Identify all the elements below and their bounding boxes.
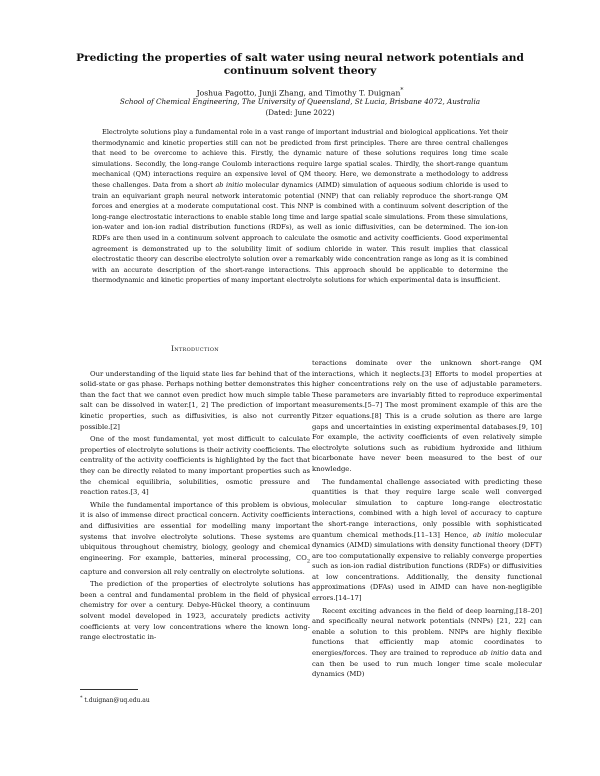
intro-paragraph-6 (312, 477, 542, 604)
intro-paragraph-7-text-b: data and can then be used to run much longer time scale molecular dynamics (MD) (312, 649, 542, 679)
intro-paragraph-7-text-a: Recent exciting advances in the field of deep learning,[18–20] and specifically neural network potentials (NNPs) [21, 22] can enable a solution to this problem. NNPs are highly flexible functions that efficiently map atomic coordinates to energies/forces. They are trained to reproduce (312, 606, 542, 658)
intro-paragraph-2: One of the most fundamental, yet most difficult to calculate properties of electrolyte solutions is their activity coefficients. The centrality of the activity coefficients is highlighted by the fact that they can be directly related to many important properties such as the chemical equilibria, solubilities, osmotic pressure and reaction rates.[3, 4] (80, 435, 310, 497)
left-column (80, 344, 310, 643)
date-line: (Dated: June 2022) (265, 108, 335, 117)
footnote-divider (80, 689, 138, 690)
intro-paragraph-4: The prediction of the properties of electrolyte solutions has been a central and fundamental problem in the field of physical chemistry for over a century. Debye-Hückel theory, a continuum solvent model developed in 1923, accurately predicts activity coefficients at very low concentrations where the known long-range electrostatic in- (80, 580, 310, 642)
intro-paragraph-3-end: capture and conversion all rely centrally on electrolyte solutions. (80, 567, 305, 576)
intro-paragraph-6-emphasis: ab initio (472, 530, 504, 539)
footnote (80, 694, 150, 705)
intro-paragraph-7-emphasis: ab initio (479, 649, 509, 658)
intro-paragraph-3-text: While the fundamental importance of this problem is obvious, it is also of immense direct practical concern. Activity coefficients and diffusivities are essential for modelling many important systems that involve electrolyte solutions. These systems are ubiquitous throughout chemistry, biology, geology and chemical engineering. For example, batteries, mineral processing, CO (80, 500, 310, 562)
intro-paragraph-3 (80, 500, 310, 578)
author-names: Joshua Pagotto, Junji Zhang, and Timothy T. Duignan (196, 88, 401, 98)
abstract-emphasis: ab initio (215, 180, 244, 189)
intro-paragraph-6-text-a: The fundamental challenge associated with predicting these quantities is that they require large scale well converged molecular simulation to capture long-range electrostatic interactions, combined with a high level of accuracy to capture the short-range interactions, only possible with sophisticated quantum chemical methods.[11–13] Hence, (312, 477, 542, 539)
intro-paragraph-6-text-b: molecular dynamics (AIMD) simulations with density functional theory (DFT) are too computationally expensive to reliably converge properties such as ion-ion radial distribution functions (RDFs) or diffusivities at low concentrations. Additionally, the density functional approximations (DFAs) used in AIMD can have non-negligible errors.[14–17] (312, 530, 542, 603)
intro-paragraph-7 (312, 606, 542, 680)
abstract (92, 127, 508, 286)
section-heading-introduction: Introduction (171, 344, 219, 353)
intro-paragraph-1: Our understanding of the liquid state lies far behind that of the solid-state or gas phase. Perhaps nothing better demonstrates this than the fact that we cannot even predict how much simple table salt can be dissolved in water.[1, 2] The prediction of important kinetic properties, such as diffusivities, is also not currently possible.[2] (80, 369, 310, 431)
footnote-email[interactable]: t.duignan@uq.edu.au (82, 697, 150, 704)
intro-paragraph-5: teractions dominate over the unknown short-range QM interactions, which it neglects.[3] Efforts to model properties at higher concentrations rely on the use of adjustable parameters. These parameters are invariably fitted to reproduce experimental measurements.[5–7] The most prominent example of this are the Pitzer equations.[8] This is a crude solution as there are large gaps and uncertainties in existing experimental databases.[9, 10] For example, the activity coefficients of even relatively simple electrolyte solutions such as rubidium hydroxide and lithium bicarbonate have never been measured to the best of our knowledge. (312, 359, 542, 473)
author-footnote-mark: * (400, 87, 404, 94)
abstract-text-1: Electrolyte solutions play a fundamental role in a vast range of important industrial and biological applications. Yet their thermodynamic and kinetic properties still can not be predicted from first principles. There are three central challenges that need to be overcome to achieve this. Firstly, the dynamic nature of these solutions requires long time scale simulations. Secondly, the long-range Coulomb interactions require large spatial scales. Thirdly, the short-range quantum mechanical (QM) interactions require an expensive level of QM theory. Here, we demonstrate a methodology to address these challenges. Data from a short (92, 128, 508, 189)
co2-subscript: 2 (306, 558, 310, 565)
affiliation: School of Chemical Engineering, The University of Queensland, St Lucia, Brisbane 4072, Australia (119, 97, 481, 106)
right-column (312, 358, 542, 680)
abstract-text-2: molecular dynamics (AIMD) simulation of aqueous sodium chloride is used to train an equivariant graph neural network interatomic potential (NNP) that can reliably reproduce the short-range QM forces and energies at a moderate computational cost. This NNP is combined with a continuum solvent description of the long-range electrostatic interactions to enable stable long time and large spatial scale simulations. From these simulations, ion-water and ion-ion radial distribution functions (RDFs), as well as ionic diffusivities, can be determined. The ion-ion RDFs are then used in a continuum solvent approach to calculate the osmotic and activity coefficients. Good experimental agreement is demonstrated up to the solubility limit of sodium chloride in water. This result implies that classical electrostatic theory can describe electrolyte solution over a remarkably wide concentration range as long as it is combined with an accurate description of the short-range interactions. This approach should be applicable to determine the thermodynamic and kinetic properties of many important electrolyte solutions for which experimental data is insufficient. (92, 180, 508, 285)
paper-title: Predicting the properties of salt water using neural network potentials and continuum solvent theory (76, 52, 524, 77)
footnote-mark: * (80, 695, 83, 701)
